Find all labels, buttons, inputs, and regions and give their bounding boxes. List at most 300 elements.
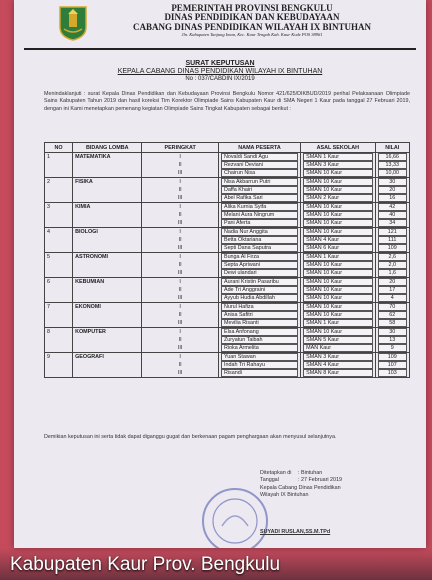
cell-nilai [375,319,409,328]
date-label: Tanggal [260,477,279,484]
cell-nama-text: Aurani Kristin Pasaribu [221,278,298,286]
cell-no [45,286,73,294]
cell-nama [218,203,300,212]
cell-bidang: KEBUMIAN [73,278,142,287]
cell-nilai-text: 4 [378,294,407,302]
cell-asal-text: SMAN 10 Kaur [303,278,372,286]
table-row [45,261,410,269]
table-row [45,361,410,369]
intro-paragraph: Menindaklanjuti : surat Kepala Dinas Pendidikan dan Kebudayaan Provinsi Bengkulu Nomor 421/625/DIKBUD/2019 perihal Pelaksanaan Olimpiade Sains Kabupaten Tahun 2019 dan hasil koreksi Tim Korektor Olimpiade Sains Kabupaten Kaur di SMA Negeri 1 Kaur pada tanggal 27 Februari 2019, dengan ini Kami menetapkan pemenang kegiatan Olimpiade Sains Tingkat Kabupaten sebagai berikut : [44,90,410,112]
cell-no [45,161,73,169]
cell-bidang [73,194,142,203]
cell-nama-text: Ade Tri Anggraini [221,286,298,294]
cell-nama-text: Nisa Akbarrun Putri [221,178,298,186]
cell-nama-text: Nadia Nur Anggita [221,228,298,236]
cell-peringkat: III [142,194,219,203]
letterhead-line1: PEMERINTAH PROVINSI BENGKULU [171,3,333,13]
header-asal: ASAL SEKOLAH [301,143,375,153]
cell-peringkat: III [142,269,219,278]
cell-nama [218,278,300,287]
cell-nama-text: Melani Aura Ningrum [221,211,298,219]
cell-peringkat: III [142,219,219,228]
cell-asal [301,328,375,337]
cell-nama-text: Septa Apriwani [221,261,298,269]
cell-nama-text: Rioka Armelita [221,344,298,352]
cell-nama [218,353,300,362]
cell-asal-text: SMAN 3 Kaur [303,161,372,169]
cell-nama [218,303,300,312]
cell-no [45,236,73,244]
decree-document [14,0,426,548]
cell-asal-text: SMAN 10 Kaur [303,186,372,194]
cell-asal-text: SMAN 10 Kaur [303,303,372,311]
cell-asal-text: SMAN 4 Kaur [303,236,372,244]
closing-paragraph: Demikian keputusan ini serta tidak dapat diganggu gugat dan berkenaan pagam penghargaan akan menyusul selanjutnya. [44,434,337,440]
cell-peringkat: III [142,319,219,328]
cell-nilai-text: 2,0 [378,261,407,269]
cell-peringkat: I [142,328,219,337]
cell-bidang: ASTRONOMI [73,253,142,262]
cell-nama [218,153,300,162]
photo-caption-bar [0,548,432,580]
cell-nilai-text: 17 [378,286,407,294]
cell-nilai [375,153,409,162]
cell-no: 3 [45,203,73,212]
cell-nama-text: Daffa Khairi [221,186,298,194]
table-row [45,219,410,228]
table-row [45,178,410,187]
cell-asal-text: SMAN 3 Kaur [303,353,372,361]
cell-no [45,361,73,369]
table-row [45,344,410,353]
cell-nilai-text: 13,33 [378,161,407,169]
cell-nama [218,336,300,344]
cell-bidang [73,344,142,353]
cell-no: 1 [45,153,73,162]
cell-nama [218,169,300,178]
cell-nama [218,286,300,294]
cell-nama-text: Septi Dana Saputra [221,244,298,252]
cell-nilai-text: 13 [378,336,407,344]
cell-bidang [73,269,142,278]
cell-bidang: FISIKA [73,178,142,187]
cell-no [45,186,73,194]
cell-bidang [73,236,142,244]
cell-asal [301,361,375,369]
cell-nilai [375,369,409,378]
cell-asal [301,186,375,194]
cell-no [45,336,73,344]
cell-nilai [375,236,409,244]
cell-nilai-text: 30 [378,328,407,336]
cell-asal [301,253,375,262]
cell-asal-text: SMAN 4 Kaur [303,361,372,369]
cell-nilai [375,344,409,353]
cell-bidang [73,361,142,369]
cell-bidang: EKONOMI [73,303,142,312]
cell-nama-text: Rezvani Deviani [221,161,298,169]
cell-nilai-text: 10,00 [378,169,407,177]
cell-asal-text: SMAN 1 Kaur [303,153,372,161]
cell-peringkat: II [142,286,219,294]
cell-asal [301,319,375,328]
letterhead-address: Jln. Kabupaten Tanjung Iman, Kec. Kaur Tengah Kab. Kaur Kode POS 38961 [181,32,323,38]
cell-nama [218,219,300,228]
decree-issuer: KEPALA CABANG DINAS PENDIDIKAN WILAYAH IX BINTUHAN [117,68,323,76]
cell-asal [301,153,375,162]
cell-asal-text: SMAN 1 Kaur [303,253,372,261]
cell-bidang [73,286,142,294]
cell-bidang: KOMPUTER [73,328,142,337]
cell-nama-text: Ayyub Hudia Abdillah [221,294,298,302]
cell-nilai-text: 62 [378,311,407,319]
cell-nilai [375,194,409,203]
cell-peringkat: III [142,169,219,178]
cell-nilai-text: 109 [378,244,407,252]
cell-peringkat: II [142,236,219,244]
cell-nilai [375,203,409,212]
cell-nilai [375,294,409,303]
cell-no [45,194,73,203]
cell-peringkat: I [142,178,219,187]
cell-asal [301,303,375,312]
table-row [45,194,410,203]
cell-asal-text: SMAN 2 Kaur [303,194,372,202]
cell-asal [301,269,375,278]
cell-bidang [73,244,142,253]
cell-nama-text: Abel Rafika Sari [221,194,298,202]
cell-no [45,269,73,278]
cell-asal-text: SMAN 10 Kaur [303,286,372,294]
cell-nilai [375,261,409,269]
cell-nilai-text: 103 [378,369,407,377]
decree-title: SURAT KEPUTUSAN [185,60,255,67]
cell-nilai [375,286,409,294]
cell-no [45,311,73,319]
cell-peringkat: I [142,353,219,362]
cell-no [45,169,73,178]
cell-nama [218,311,300,319]
decree-title-block [14,60,426,83]
cell-asal [301,353,375,362]
header-bidang: BIDANG LOMBA [73,143,142,153]
cell-nama-text: Elsa Anfonang [221,328,298,336]
table-row [45,211,410,219]
cell-bidang [73,294,142,303]
cell-no [45,261,73,269]
table-row [45,336,410,344]
cell-nama-text: Alika Kurnia Syifa [221,203,298,211]
cell-no [45,319,73,328]
cell-peringkat: III [142,244,219,253]
cell-bidang [73,186,142,194]
cell-nama [218,294,300,303]
cell-asal-text: SMAN 10 Kaur [303,203,372,211]
letterhead-line3: CABANG DINAS PENDIDIKAN WILAYAH IX BINTUHAN [133,21,371,32]
cell-nilai-text: 2,6 [378,253,407,261]
cell-nama-text: Yuan Stawan [221,353,298,361]
cell-nilai [375,244,409,253]
cell-asal-text: SMAN 10 Kaur [303,269,372,277]
cell-nilai-text: 58 [378,319,407,327]
cell-peringkat: II [142,186,219,194]
cell-nama-text: Anisa Safitri [221,311,298,319]
cell-asal [301,311,375,319]
cell-asal [301,336,375,344]
cell-peringkat: II [142,361,219,369]
cell-asal [301,211,375,219]
table-row [45,186,410,194]
cell-asal-text: SMAN 10 Kaur [303,169,372,177]
table-row [45,311,410,319]
cell-nama [218,269,300,278]
cell-asal-text: SMAN 10 Kaur [303,178,372,186]
date-value: : 27 Februari 2019 [298,477,343,484]
cell-nama [218,328,300,337]
cell-nama [218,344,300,353]
cell-peringkat: III [142,369,219,378]
cell-bidang [73,211,142,219]
cell-no [45,294,73,303]
cell-asal [301,244,375,253]
cell-nilai [375,278,409,287]
cell-nama-text: Indah Tri Rahayu [221,361,298,369]
table-row [45,353,410,362]
cell-nama [218,319,300,328]
header-nilai: NILAI [375,143,409,153]
cell-nama [218,244,300,253]
cell-asal [301,228,375,237]
cell-nilai [375,161,409,169]
cell-nilai [375,269,409,278]
cell-asal-text: SMAN 10 Kaur [303,219,372,227]
cell-asal [301,194,375,203]
cell-nama-text: Pani Aferta [221,219,298,227]
table-row [45,203,410,212]
cell-no: 5 [45,253,73,262]
cell-nama-text: Betta Oktariana [221,236,298,244]
cell-nilai [375,178,409,187]
winners-table [44,142,410,378]
cell-nilai-text: 40 [378,211,407,219]
table-row [45,294,410,303]
signer-role-1: Kepala Cabang Dinas Pendidikan [260,484,341,491]
table-row [45,153,410,162]
cell-peringkat: I [142,228,219,237]
cell-peringkat: II [142,336,219,344]
cell-nama-text: Novaldi Sandi Agu [221,153,298,161]
cell-nama [218,236,300,244]
cell-nama-text: Nurul Hafiza [221,303,298,311]
signer-role-2: Wilayah IX Bintuhan [260,491,309,498]
table-row [45,228,410,237]
cell-asal-text: SMAN 10 Kaur [303,328,372,336]
table-row [45,303,410,312]
cell-nama [218,228,300,237]
cell-asal [301,261,375,269]
cell-bidang: GEOGRAFI [73,353,142,362]
cell-asal [301,369,375,378]
cell-nilai [375,228,409,237]
cell-peringkat: I [142,153,219,162]
table-body [45,153,410,378]
signer-name: SUYADI RUSLAN,SS.M.TPd [260,529,331,536]
cell-asal-text: SMAN 10 Kaur [303,261,372,269]
cell-peringkat: I [142,253,219,262]
cell-nilai-text: 42 [378,203,407,211]
cell-nilai-text: 121 [378,228,407,236]
cell-nilai [375,211,409,219]
cell-bidang: BIOLOGI [73,228,142,237]
bengkulu-province-emblem-icon [56,5,90,41]
cell-nama [218,369,300,378]
cell-nilai-text: 34 [378,219,407,227]
cell-nilai-text: 9 [378,344,407,352]
cell-peringkat: II [142,311,219,319]
table-row [45,244,410,253]
table-row [45,253,410,262]
cell-peringkat: III [142,294,219,303]
cell-asal [301,169,375,178]
cell-peringkat: II [142,261,219,269]
cell-asal [301,236,375,244]
cell-peringkat: I [142,278,219,287]
cell-asal [301,344,375,353]
letterhead-line2: DINAS PENDIDIKAN DAN KEBUDAYAAN [164,12,340,23]
cell-nilai-text: 16 [378,194,407,202]
cell-nama-text: Dewi ulandari [221,269,298,277]
cell-bidang [73,311,142,319]
photo-caption: Kabupaten Kaur Prov. Bengkulu [10,554,281,575]
table-row [45,169,410,178]
header-nama: NAMA PESERTA [218,143,300,153]
cell-asal-text: SMAN 10 Kaur [303,311,372,319]
place-value: : Bintuhan [298,470,323,476]
cell-no: 2 [45,178,73,187]
cell-bidang [73,219,142,228]
cell-no [45,369,73,378]
cell-asal [301,203,375,212]
cell-no: 7 [45,303,73,312]
cell-nilai [375,353,409,362]
cell-nilai [375,169,409,178]
cell-no [45,244,73,253]
cell-asal [301,161,375,169]
cell-nilai-text: 20 [378,186,407,194]
cell-asal [301,278,375,287]
cell-bidang: MATEMATIKA [73,153,142,162]
table-row [45,278,410,287]
cell-nilai-text: 16,66 [378,153,407,161]
cell-nilai [375,336,409,344]
cell-nilai-text: 107 [378,361,407,369]
cell-asal [301,286,375,294]
cell-nama [218,194,300,203]
letterhead-text [94,4,410,38]
cell-nilai-text: 20 [378,278,407,286]
cell-nilai-text: 111 [378,236,407,244]
cell-peringkat: II [142,211,219,219]
cell-no: 8 [45,328,73,337]
cell-bidang [73,319,142,328]
cell-nama-text: Chairun Nisa [221,169,298,177]
cell-nilai [375,303,409,312]
cell-nama [218,211,300,219]
cell-nilai-text: 1,6 [378,269,407,277]
cell-bidang [73,169,142,178]
cell-asal-text: SMAN 8 Kaur [303,369,372,377]
cell-peringkat: III [142,344,219,353]
cell-bidang [73,336,142,344]
cell-bidang [73,369,142,378]
table-row [45,269,410,278]
cell-nama [218,178,300,187]
place-label: Ditetapkan di [260,470,292,476]
table-row [45,319,410,328]
cell-peringkat: I [142,203,219,212]
table-row [45,161,410,169]
table-row [45,328,410,337]
cell-bidang [73,261,142,269]
cell-bidang: KIMIA [73,203,142,212]
table-row [45,369,410,378]
cell-asal [301,178,375,187]
cell-nilai [375,186,409,194]
cell-asal [301,219,375,228]
table-header-row [45,143,410,153]
cell-nama [218,186,300,194]
cell-no: 9 [45,353,73,362]
cell-nilai-text: 70 [378,303,407,311]
cell-nama-text: Mevilia Risanti [221,319,298,327]
cell-nilai [375,253,409,262]
cell-nama [218,161,300,169]
header-peringkat: PERINGKAT [142,143,219,153]
cell-nama-text: Risandi [221,369,298,377]
cell-no [45,211,73,219]
cell-bidang [73,161,142,169]
cell-no: 4 [45,228,73,237]
cell-peringkat: I [142,303,219,312]
table-row [45,286,410,294]
cell-asal-text: MAN Kaur [303,344,372,352]
cell-nilai-text: 30 [378,178,407,186]
signature-block [260,470,342,536]
cell-nama-text: Zuryatun Taibah [221,336,298,344]
cell-nama [218,261,300,269]
cell-peringkat: II [142,161,219,169]
cell-no: 6 [45,278,73,287]
letterhead [24,0,416,50]
cell-nilai-text: 109 [378,353,407,361]
cell-asal-text: SMAN 5 Kaur [303,336,372,344]
cell-nilai [375,311,409,319]
header-no: NO [45,143,73,153]
cell-no [45,219,73,228]
cell-asal-text: SMAN 10 Kaur [303,228,372,236]
cell-nilai [375,219,409,228]
table-row [45,236,410,244]
cell-nama [218,361,300,369]
cell-nama [218,253,300,262]
cell-asal-text: SMAN 10 Kaur [303,294,372,302]
cell-nama-text: Bunga Al Firza [221,253,298,261]
cell-asal-text: SMAN 10 Kaur [303,211,372,219]
decree-number: No : 037/CABDIN IX/2019 [185,76,255,83]
cell-asal [301,294,375,303]
cell-nilai [375,328,409,337]
cell-asal-text: SMAN 1 Kaur [303,319,372,327]
